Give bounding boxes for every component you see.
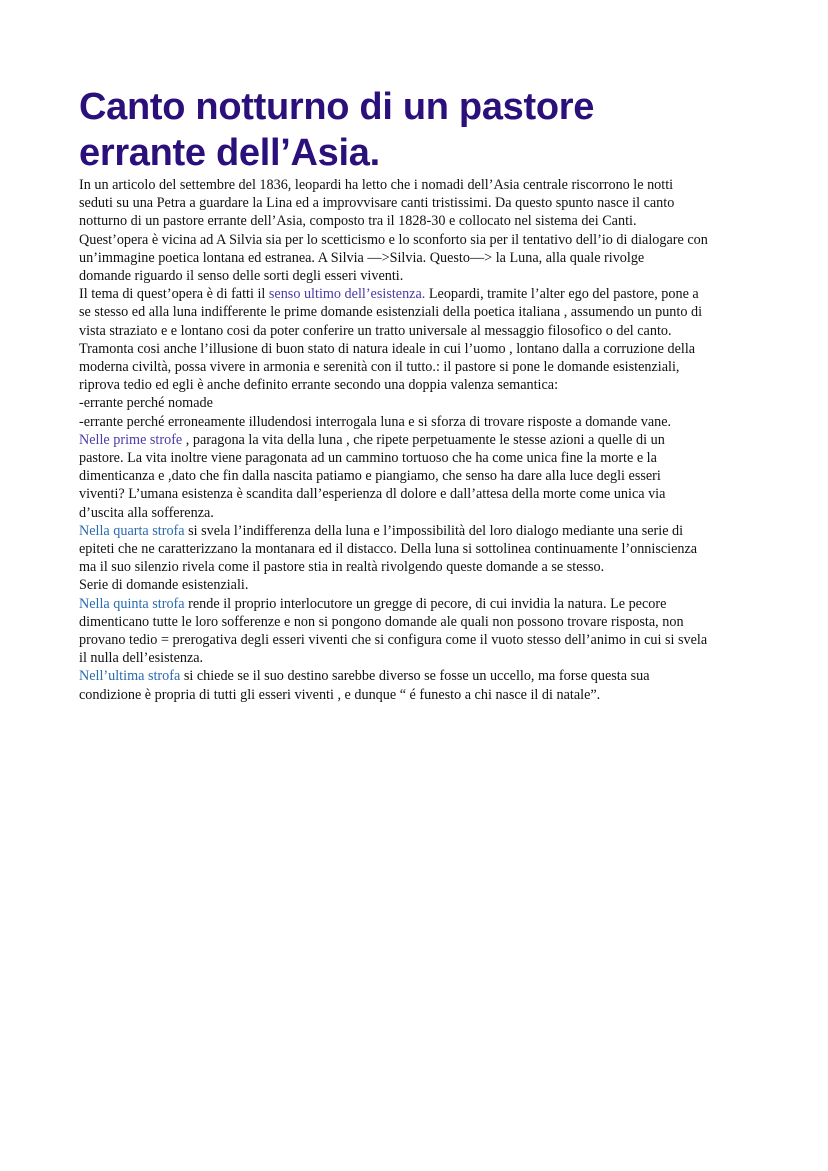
text-line: dimenticanza e ,dato che fin dalla nascita patiamo e piangiamo, che senso ha dare alla luce degli esseri [79,468,661,485]
text-line: provano tedio = prerogativa degli esseri viventi che si configura come il vuoto stesso dell’animo in cui si svela [79,632,708,649]
text-line: condizione è propria di tutti gli esseri viventi , e dunque “ é funesto a chi nasce il di natale”. [79,686,601,703]
text-line: d’uscita alla sofferenza. [79,504,214,521]
highlighted-heading: Nella quinta strofa [79,595,185,612]
text-line: epiteti che ne caratterizzano la montanara ed il distacco. Della luna si sottolinea continuamente l’onniscienza [79,541,698,558]
text-line: Quest’opera è vicina ad A Silvia sia per lo scetticismo e lo sconforto sia per il tentativo dell’io di dialogare con [79,231,708,248]
text-line: Serie di domande esistenziali. [79,577,249,594]
body-text [79,176,759,704]
title-line: Canto notturno di un pastore [79,86,595,128]
text-line [79,595,759,613]
text-line [79,522,759,540]
text-segment: Leopardi, tramite l’alter ego del pastore, pone a [425,286,699,303]
text-line: In un articolo del settembre del 1836, leopardi ha letto che i nomadi dell’Asia centrale riscorrono le notti [79,177,674,193]
document-page [79,84,759,704]
text-line: viventi? L’umana esistenza è scandita dall’esperienza dl dolore e dall’attesa della morte come unica via [79,486,666,503]
text-line: ma il suo silenzio rivela come il pastore stia in realtà rivolgendo queste domande a se stesso. [79,559,605,576]
text-line: pastore. La vita inoltre viene paragonata ad un cammino tortuoso che ha come unica fine la morte e la [79,450,657,467]
text-segment: rende il proprio interlocutore un gregge di pecore, di cui invidia la natura. Le pecore [184,595,667,612]
text-line: -errante perché nomade [79,395,213,412]
text-line: dimenticano tutte le loro sofferenze e non si pongono domande ale quali non possono trovare risposta, non [79,613,684,630]
title-line: errante dell’Asia. [79,132,380,174]
highlighted-heading: Nella quarta strofa [79,522,185,539]
document-title [79,84,759,176]
text-line: -errante perché erroneamente illudendosi interrogala luna e si sforza di trovare risposte a domande vane. [79,413,672,430]
text-line: domande riguardo il senso delle sorti degli esseri viventi. [79,268,404,285]
highlighted-heading: Nelle prime strofe [79,431,183,448]
highlighted-heading: Nell’ultima strofa [79,668,181,685]
text-segment: Il tema di quest’opera è di fatti il [79,286,269,303]
text-line: il nulla dell’esistenza. [79,650,204,667]
text-line: un’immagine poetica lontana ed estranea. A Silvia —>Silvia. Questo—> la Luna, alla quale rivolge [79,249,645,266]
text-line [79,285,759,303]
text-segment: , paragona la vita della luna , che ripete perpetuamente le stesse azioni a quelle di un [182,431,665,448]
text-line: se stesso ed alla luna indifferente le prime domande esistenziali della poetica italiana , assumendo un punto di [79,304,703,321]
text-line: seduti su una Petra a guardare la Lina ed a improvvisare canti tristissimi. Da questo spunto nasce il canto [79,195,675,212]
text-line [79,431,759,449]
text-segment: si chiede se il suo destino sarebbe diverso se fosse un uccello, ma forse questa sua [180,668,650,685]
text-line: moderna civiltà, possa vivere in armonia e serenità con il tutto.: il pastore si pone le domande esistenziali, [79,359,680,376]
text-line [79,667,759,685]
text-line: Tramonta cosi anche l’illusione di buon stato di natura ideale in cui l’uomo , lontano dalla a corruzione della [79,340,696,357]
text-line: riprova tedio ed egli è anche definito errante secondo una doppia valenza semantica: [79,377,559,394]
text-segment: si svela l’indifferenza della luna e l’impossibilità del loro dialogo mediante una serie di [184,522,684,539]
highlighted-heading: senso ultimo dell’esistenza. [268,286,426,303]
text-line: vista straziato e e lontano cosi da poter conferire un tratto universale al messaggio filosofico o del canto. [79,322,672,339]
text-line: notturno di un pastore errante dell’Asia, composto tra il 1828-30 e collocato nel sistema dei Canti. [79,213,637,230]
